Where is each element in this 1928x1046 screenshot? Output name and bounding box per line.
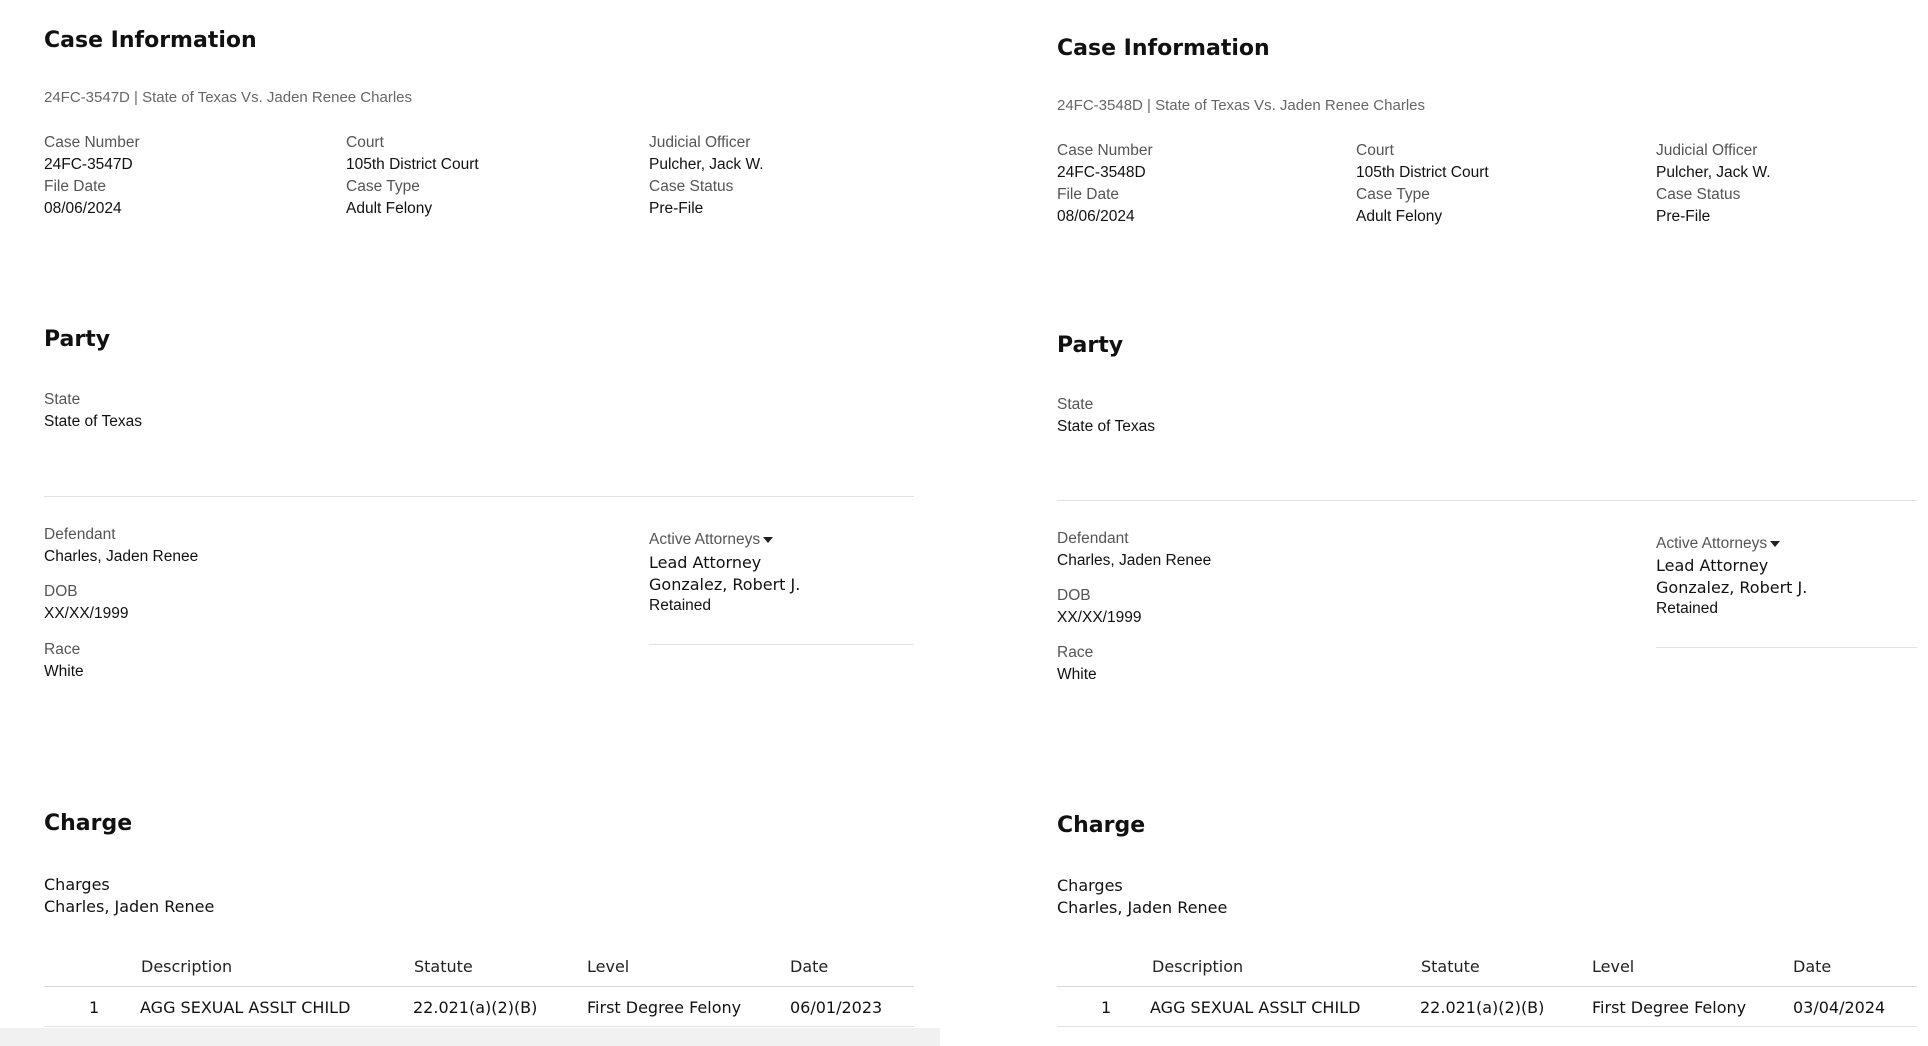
case-number-label: Case Number bbox=[44, 134, 140, 151]
case-number-value: 24FC-3547D bbox=[44, 156, 133, 173]
active-attorneys-label: Active Attorneys bbox=[1656, 535, 1768, 552]
court-value: 105th District Court bbox=[346, 156, 479, 173]
judicial-officer-value: Pulcher, Jack W. bbox=[649, 156, 764, 173]
dob-value: XX/XX/1999 bbox=[44, 605, 129, 622]
charges-party: Charles, Jaden Renee bbox=[1057, 898, 1228, 917]
charges-label: Charges bbox=[44, 875, 110, 894]
col-level-header[interactable]: Level bbox=[587, 957, 630, 976]
state-label: State bbox=[44, 391, 81, 408]
file-date-label: File Date bbox=[1057, 186, 1120, 203]
file-date-value: 08/06/2024 bbox=[1057, 208, 1135, 225]
case-information-heading: Case Information bbox=[44, 28, 257, 53]
court-label: Court bbox=[346, 134, 384, 151]
col-date-header[interactable]: Date bbox=[1793, 957, 1832, 976]
party-heading: Party bbox=[44, 327, 111, 352]
row-date: 06/01/2023 bbox=[790, 998, 883, 1017]
col-description-header[interactable]: Description bbox=[1152, 957, 1244, 976]
case-type-label: Case Type bbox=[1356, 186, 1430, 203]
judicial-officer-label: Judicial Officer bbox=[1656, 142, 1758, 159]
table-header-divider bbox=[44, 986, 914, 987]
active-attorneys-toggle[interactable] bbox=[649, 531, 773, 549]
row-statute: 22.021(a)(2)(B) bbox=[1420, 998, 1545, 1017]
case-status-label: Case Status bbox=[1656, 186, 1741, 203]
dob-value: XX/XX/1999 bbox=[1057, 609, 1142, 626]
case-subtitle: 24FC-3547D | State of Texas Vs. Jaden Renee Charles bbox=[44, 89, 412, 106]
case-status-label: Case Status bbox=[649, 178, 734, 195]
caret-down-icon[interactable] bbox=[763, 537, 773, 543]
dob-label: DOB bbox=[44, 583, 78, 600]
case-subtitle: 24FC-3548D | State of Texas Vs. Jaden Renee Charles bbox=[1057, 97, 1425, 114]
col-level-header[interactable]: Level bbox=[1592, 957, 1635, 976]
row-number: 1 bbox=[89, 998, 100, 1017]
col-statute-header[interactable]: Statute bbox=[414, 957, 473, 976]
attorney-name: Gonzalez, Robert J. bbox=[1656, 578, 1808, 597]
case-panel-left bbox=[0, 0, 940, 1046]
charge-heading: Charge bbox=[1057, 813, 1146, 838]
row-level: First Degree Felony bbox=[587, 998, 742, 1017]
case-number-value: 24FC-3548D bbox=[1057, 164, 1146, 181]
attorney-role: Lead Attorney bbox=[649, 553, 762, 572]
attorney-status: Retained bbox=[649, 597, 712, 614]
court-label: Court bbox=[1356, 142, 1394, 159]
charges-label: Charges bbox=[1057, 876, 1123, 895]
attorney-divider bbox=[1656, 647, 1917, 648]
col-date-header[interactable]: Date bbox=[790, 957, 829, 976]
defendant-label: Defendant bbox=[1057, 530, 1129, 547]
file-date-label: File Date bbox=[44, 178, 107, 195]
row-description: AGG SEXUAL ASSLT CHILD bbox=[1150, 998, 1361, 1017]
row-description: AGG SEXUAL ASSLT CHILD bbox=[140, 998, 351, 1017]
col-description-header[interactable]: Description bbox=[141, 957, 233, 976]
state-value: State of Texas bbox=[1057, 418, 1155, 435]
case-number-label: Case Number bbox=[1057, 142, 1153, 159]
state-label: State bbox=[1057, 396, 1094, 413]
charges-party: Charles, Jaden Renee bbox=[44, 897, 215, 916]
dob-label: DOB bbox=[1057, 587, 1091, 604]
attorney-role: Lead Attorney bbox=[1656, 556, 1769, 575]
race-value: White bbox=[44, 663, 84, 680]
file-date-value: 08/06/2024 bbox=[44, 200, 122, 217]
race-label: Race bbox=[44, 641, 81, 658]
party-divider bbox=[1057, 500, 1917, 501]
case-status-value: Pre-File bbox=[1656, 208, 1711, 225]
table-row-divider bbox=[1057, 1026, 1917, 1027]
judicial-officer-value: Pulcher, Jack W. bbox=[1656, 164, 1771, 181]
col-statute-header[interactable]: Statute bbox=[1421, 957, 1480, 976]
court-value: 105th District Court bbox=[1356, 164, 1489, 181]
attorney-status: Retained bbox=[1656, 600, 1719, 617]
table-header-divider bbox=[1057, 986, 1917, 987]
active-attorneys-label: Active Attorneys bbox=[649, 531, 761, 548]
active-attorneys-toggle[interactable] bbox=[1656, 535, 1780, 553]
state-value: State of Texas bbox=[44, 413, 142, 430]
row-level: First Degree Felony bbox=[1592, 998, 1747, 1017]
caret-down-icon[interactable] bbox=[1770, 541, 1780, 547]
row-date: 03/04/2024 bbox=[1793, 998, 1886, 1017]
case-information-heading: Case Information bbox=[1057, 36, 1270, 61]
judicial-officer-label: Judicial Officer bbox=[649, 134, 751, 151]
defendant-label: Defendant bbox=[44, 526, 116, 543]
case-panel-right bbox=[1012, 0, 1928, 1046]
attorney-divider bbox=[649, 644, 914, 645]
row-number: 1 bbox=[1101, 998, 1112, 1017]
defendant-value: Charles, Jaden Renee bbox=[1057, 552, 1212, 569]
defendant-value: Charles, Jaden Renee bbox=[44, 548, 199, 565]
horizontal-scrollbar[interactable] bbox=[0, 1028, 940, 1046]
case-status-value: Pre-File bbox=[649, 200, 704, 217]
case-type-value: Adult Felony bbox=[346, 200, 433, 217]
case-type-label: Case Type bbox=[346, 178, 420, 195]
table-row-divider bbox=[44, 1026, 914, 1027]
party-heading: Party bbox=[1057, 333, 1124, 358]
charge-heading: Charge bbox=[44, 811, 133, 836]
party-divider bbox=[44, 496, 914, 497]
case-type-value: Adult Felony bbox=[1356, 208, 1443, 225]
row-statute: 22.021(a)(2)(B) bbox=[413, 998, 538, 1017]
race-value: White bbox=[1057, 666, 1097, 683]
race-label: Race bbox=[1057, 644, 1094, 661]
attorney-name: Gonzalez, Robert J. bbox=[649, 575, 801, 594]
